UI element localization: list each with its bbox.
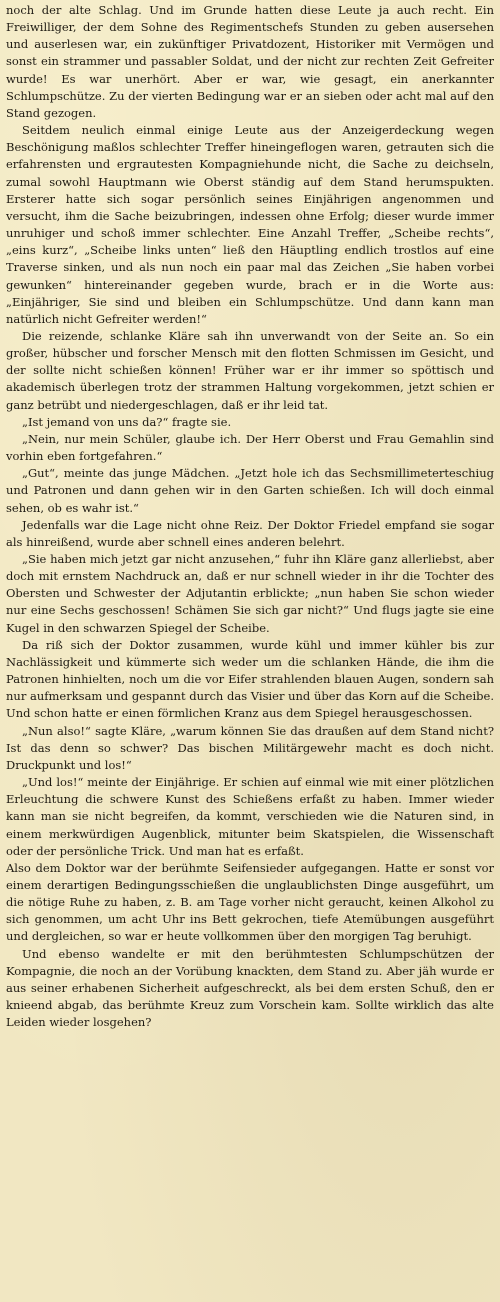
dialogue-paragraph: „Ist jemand von uns da?“ fragte sie. [22,414,232,429]
article-paragraph: Also dem Doktor war der berühmte Seifensieder aufgegangen. Hatte er sonst vor einem derartigen Bedingungsschießen die unglaublichsten Dinge ausgeführt, um die nötige Ruhe zu haben, z. B. am Tage vorher nicht geraucht, keinen Alkohol zu sich genommen, um acht Uhr ins Bett gekrochen, tiefe Atemübungen ausgeführt und dergleichen, so war er heute vollkommen über den morgigen Tag beruhigt. [6,860,494,944]
dialogue-paragraph: „Nein, nur mein Schüler, glaube ich. Der Herr Oberst und Frau Gemahlin sind vorhin eben fortgefahren.“ [6,431,494,464]
dialogue-paragraph: „Gut“, meinte das junge Mädchen. „Jetzt hole ich das Sechsmillimeterteschiug und Patronen und dann gehen wir in den Garten schießen. Ich will doch einmal sehen, ob es wahr ist.“ [6,466,494,515]
article-paragraph: Und ebenso wandelte er mit den berühmtesten Schlumpschützen der Kompagnie, die noch an der Vorübung knackten, dem Stand zu. Aber jäh wurde er aus seiner erhabenen Sicherheit aufgeschreckt, als bei dem ersten Schuß, den er knieend abgab, das berühmte Kreuz zum Vorschein kam. Sollte wirklich das alte Leiden wieder losgehen? [6,946,494,1030]
article-column [6,2,494,1031]
article-paragraph: Da riß sich der Doktor zusammen, wurde kühl und immer kühler bis zur Nachlässigkeit und kümmerte sich weder um die schlanken Hände, die ihm die Patronen hinhielten, noch um die vor Eifer strahlenden blauen Augen, sondern sah nur aufmerksam und gespannt durch das Visier und über das Korn auf die Scheibe. Und schon hatte er einen förmlichen Kranz aus dem Spiegel herausgeschossen. [6,637,494,721]
article-paragraph: noch der alte Schlag. Und im Grunde hatten diese Leute ja auch recht. Ein Freiwilliger, der dem Sohne des Regimentschefs Stunden zu geben ausersehen und auserlesen war, ein zukünftiger Privatdozent, Historiker mit Vermögen und sonst ein strammer und passabler Soldat, und der nicht zur rechten Zeit Gefreiter wurde! Es war unerhört. Aber er war, wie gesagt, ein anerkannter Schlumpschütze. Zu der vierten Bedingung war er an sieben oder acht mal auf den Stand gezogen. [6,3,494,120]
article-paragraph: Seitdem neulich einmal einige Leute aus der Anzeigerdeckung wegen Beschönigung maßlos schlechter Treffer hineingeflogen waren, getrauten sich die erfahrensten und ergrautesten Kompagniehunde nicht, die Sache zu deichseln, zumal sowohl Hauptmann wie Oberst ständig auf dem Stand herumspukten. Ersterer hatte sich sogar persönlich seines Einjährigen angenommen und versucht, ihm die Sache beizubringen, indessen ohne Erfolg; dieser wurde immer unruhiger und schoß immer schlechter. Eine Anzahl Treffer, „Scheibe rechts“, „eins kurz“, „Scheibe links unten“ ließ den Häuptling endlich trostlos auf eine Traverse sinken, und als nun noch ein paar mal das Zeichen „Sie haben vorbei gewunken“ hintereinander gegeben wurde, brach er in die Worte aus: „Einjähriger, Sie sind und bleiben ein Schlumpschütze. Und dann kann man natürlich nicht Gefreiter werden!“ [6,123,494,326]
dialogue-paragraph: „Sie haben mich jetzt gar nicht anzusehen,“ fuhr ihn Kläre ganz allerliebst, aber doch mit ernstem Nachdruck an, daß er nur schnell wieder in ihr die Tochter des Obersten und Schwester der Adjutantin erblickte; „nun haben Sie schon wieder nur eine Sechs geschossen! Schämen Sie sich gar nicht?“ Und flugs jagte sie eine Kugel in den schwarzen Spiegel der Scheibe. [6,552,494,635]
dialogue-paragraph: „Nun also!“ sagte Kläre, „warum können Sie das draußen auf dem Stand nicht? Ist das denn so schwer? Das bischen Militärgewehr macht es doch nicht. Druckpunkt und los!“ [6,723,494,772]
article-paragraph: Die reizende, schlanke Kläre sah ihn unverwandt von der Seite an. So ein großer, hübscher und forscher Mensch mit den flotten Schmissen im Gesicht, und der sollte nicht schießen können! Früher war er ihr immer so spöttisch und akademisch überlegen trotz der strammen Haltung vorgekommen, jetzt schien er ganz betrübt und niedergeschlagen, daß er ihr leid tat. [6,328,494,412]
dialogue-paragraph: „Und los!“ meinte der Einjährige. Er schien auf einmal wie mit einer plötzlichen Erleuchtung die schwere Kunst des Schießens erfaßt zu haben. Immer wieder kann man sie nicht begreifen, da kommt, verschieden wie die Naturen sind, in einem merkwürdigen Augenblick, mitunter beim Skatspielen, die Wissenschaft oder der persönliche Trick. Und man hat es erfaßt. [6,775,494,858]
article-paragraph: Jedenfalls war die Lage nicht ohne Reiz. Der Doktor Friedel empfand sie sogar als hinreißend, wurde aber schnell eines anderen belehrt. [6,517,494,549]
